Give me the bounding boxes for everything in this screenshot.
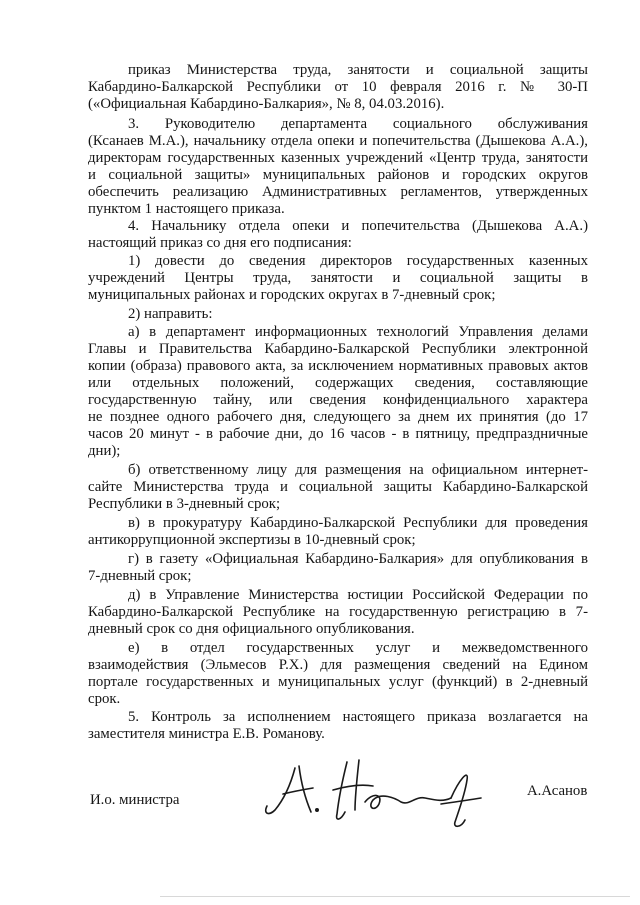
body-text-line: («Официальная Кабардино-Балкария», № 8, 04.03.2016). <box>88 96 445 112</box>
body-text-line: копии (образа) правового акта, за исключением нормативных правовых актов <box>88 358 588 374</box>
body-text-line: муниципальных районах и городских округах в 7-дневный срок; <box>88 287 496 303</box>
body-text-line: а) в департамент информационных технологий Управления делами <box>128 324 588 340</box>
signatory-position: И.о. министра <box>90 792 180 808</box>
body-text-line: 2) направить: <box>128 306 213 322</box>
signatory-name: А.Асанов <box>527 783 588 799</box>
body-text-line: государственную тайну, или сведения конфиденциального характера <box>88 392 588 408</box>
body-text-line: взаимодействия (Эльмесов Р.Х.) для размещения сведений на Едином <box>88 657 588 673</box>
body-text-line: срок. <box>88 691 121 707</box>
body-text-line: не позднее одного рабочего дня, следующего за днем их принятия (до 17 <box>88 409 588 425</box>
body-text-line: 5. Контроль за исполнением настоящего приказа возлагается на <box>128 709 588 725</box>
body-text-line: Республики в 3-дневный срок; <box>88 496 281 512</box>
body-text-line: или отдельных положений, содержащих сведения, составляющие <box>88 375 588 391</box>
body-text-line: 7-дневный срок; <box>88 568 192 584</box>
body-text-line: е) в отдел государственных услуг и межведомственного <box>128 640 588 656</box>
body-text-line: часов 20 минут - в рабочие дни, до 16 часов - в пятницу, предпраздничные <box>88 426 588 442</box>
handwritten-signature <box>255 758 495 838</box>
body-text-line: (Ксанаев М.А.), начальнику отдела опеки и попечительства (Дышекова А.А.), <box>88 133 588 149</box>
body-text-line: Главы и Правительства Кабардино-Балкарской Республики электронной <box>88 341 588 357</box>
body-text-line: приказ Министерства труда, занятости и социальной защиты <box>128 62 588 78</box>
body-text-line: Кабардино-Балкарской Республики от 10 февраля 2016 г. № 30-П <box>88 79 588 95</box>
body-text-line: заместителя министра Е.В. Романову. <box>88 726 325 742</box>
body-text-line: учреждений Центры труда, занятости и социальной защиты в <box>88 270 588 286</box>
body-text-line: обеспечить реализацию Административных регламентов, утвержденных <box>88 184 588 200</box>
body-text-line: сайте Министерства труда и социальной защиты Кабардино-Балкарской <box>88 479 588 495</box>
scan-edge-line <box>160 896 630 897</box>
body-text-line: пунктом 1 настоящего приказа. <box>88 201 285 217</box>
body-text-line: антикоррупционной экспертизы в 10-дневный срок; <box>88 532 416 548</box>
body-text-line: 3. Руководителю департамента социального обслуживания <box>128 116 588 132</box>
body-text-line: д) в Управление Министерства юстиции Российской Федерации по <box>128 587 588 603</box>
body-text-line: и социальной защиты» муниципальных районов и городских округов <box>88 167 588 183</box>
body-text-line: портале государственных и муниципальных услуг (функций) в 2-дневный <box>88 674 588 690</box>
body-text-line: 4. Начальнику отдела опеки и попечительства (Дышекова А.А.) <box>128 218 588 234</box>
body-text-line: 1) довести до сведения директоров государственных казенных <box>128 253 588 269</box>
body-text-line: г) в газету «Официальная Кабардино-Балкария» для опубликования в <box>128 551 588 567</box>
body-text-line: Кабардино-Балкарской Республике на государственную регистрацию в 7- <box>88 604 588 620</box>
body-text-line: дневный срок со дня официального опубликования. <box>88 621 415 637</box>
body-text-line: настоящий приказ со дня его подписания: <box>88 235 352 251</box>
body-text-line: б) ответственному лицу для размещения на официальном интернет- <box>128 462 588 478</box>
body-text-line: в) в прокуратуру Кабардино-Балкарской Республики для проведения <box>128 515 588 531</box>
body-text-line: директорам государственных казенных учреждений «Центр труда, занятости <box>88 150 588 166</box>
body-text-line: дни); <box>88 443 121 459</box>
